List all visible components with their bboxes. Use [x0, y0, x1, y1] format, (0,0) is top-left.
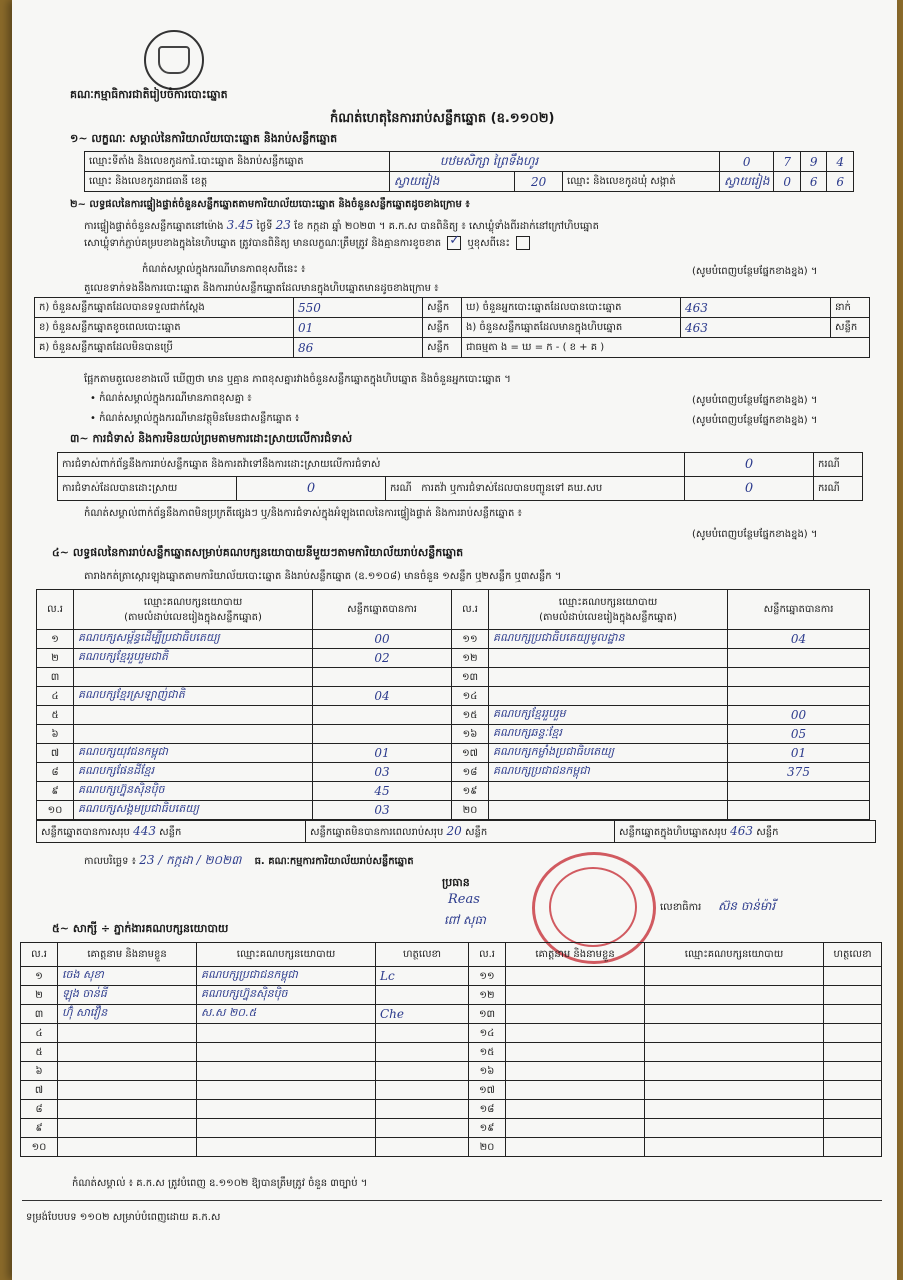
total-valid-cell [37, 821, 306, 843]
objection-r1-unit: ករណី [814, 453, 863, 477]
witness-party [645, 1024, 824, 1043]
witness-no: ១ [21, 967, 58, 986]
total-box-label: សន្លឹកឆ្នោតក្នុងហិបឆ្នោតសរុប [619, 826, 727, 838]
province-name: ស្វាយរៀង [389, 172, 514, 192]
witness-signature [824, 1062, 882, 1081]
result-votes: 00 [728, 706, 870, 725]
witness-name [58, 1138, 197, 1157]
fig-a-value: 550 [294, 298, 423, 318]
fig-c-label: គ) ចំនួនសន្លឹកឆ្នោតដែលមិនបានប្រើ [35, 338, 294, 358]
witness-name [58, 1024, 197, 1043]
results-col-party-r [489, 590, 728, 630]
total-valid-value: 443 [133, 823, 156, 838]
witness-no: ២០ [469, 1138, 506, 1157]
results-col-no-r: ល.រ [452, 590, 489, 630]
table-row [21, 1100, 882, 1119]
result-party: គណបក្សកម្លាំងប្រជាធិបតេយ្យ [489, 744, 728, 763]
witness-party [197, 1024, 376, 1043]
witness-no: ៩ [21, 1119, 58, 1138]
witness-table [20, 942, 882, 1157]
result-votes: 04 [728, 630, 870, 649]
result-votes [728, 649, 870, 668]
witness-party [645, 1062, 824, 1081]
result-party: គណបក្សហ្វ៊ុនស៊ិនប៉ិច [74, 782, 313, 801]
witness-signature [824, 1005, 882, 1024]
result-party [74, 725, 313, 744]
fig-c-value: 86 [294, 338, 423, 358]
result-no: ៦ [37, 725, 74, 744]
note1: កំណត់សម្គាល់ក្នុងករណីមានភាពខុសពីនេះ ៖ [142, 264, 306, 275]
objection-r1-value: 0 [685, 453, 814, 477]
witness-signature [376, 1081, 469, 1100]
secretary-label: លេខាធិការ [660, 902, 702, 913]
witness-no: ៤ [21, 1024, 58, 1043]
result-party: គណបក្សឆន្ទៈខ្មែរ [489, 725, 728, 744]
witness-no: ៥ [21, 1043, 58, 1062]
results-table [36, 589, 870, 820]
result-party: គណបក្សខ្មែររួបរួម [489, 706, 728, 725]
table-row [37, 706, 870, 725]
commune-name: ស្វាយរៀង [720, 172, 774, 192]
witness-signature [376, 1138, 469, 1157]
station-code-2: 7 [774, 152, 800, 172]
verify-text-b: ថ្ងៃទី [256, 221, 273, 232]
fig-b-unit: សន្លឹក [423, 318, 462, 338]
witness-party [197, 1043, 376, 1062]
witness-name [506, 1062, 645, 1081]
witness-name [506, 1119, 645, 1138]
fig-e-label: ង) ចំនួនសន្លឹកឆ្នោតដែលមានក្នុងហិបឆ្នោត [462, 318, 681, 338]
match-line: ផ្អែកតាមតួលេខខាងលើ ឃើញថា មាន ឬគ្មាន ភាពខុសគ្នារវាងចំនួនសន្លឹកឆ្នោតក្នុងហិបឆ្នោត និងចំនួនអ្នកបោះឆ្នោត ។ [84, 374, 511, 385]
witness-signature [376, 1100, 469, 1119]
result-no: ១៩ [452, 782, 489, 801]
section3-heading: ៣~ ការជំទាស់ និងការមិនយល់ព្រមតាមការដោះស្រាយលើការជំទាស់ [70, 432, 353, 445]
table-row [21, 1024, 882, 1043]
objection-table [57, 452, 863, 501]
witness-no: ២ [21, 986, 58, 1005]
result-votes: 05 [728, 725, 870, 744]
result-votes [728, 687, 870, 706]
fig-formula: ជាធម្មតា ង = ឃ = ក - ( ខ + គ ) [462, 338, 870, 358]
witness-col-no-r: ល.រ [469, 943, 506, 967]
witness-no: ១៧ [469, 1081, 506, 1100]
results-col-votes-r: សន្លឹកឆ្នោតបានការ [728, 590, 870, 630]
date-label: កាលបរិច្ឆេទ ៖ [84, 856, 137, 867]
witness-signature [824, 1119, 882, 1138]
objection-r2a-unit: ករណី [390, 483, 412, 494]
result-party: គណបក្សខ្មែរស្រឡាញ់ជាតិ [74, 687, 313, 706]
footer-note: កំណត់សម្គាល់ ៖ គ.ក.ស ត្រូវបំពេញ ឧ.១១០២ ឱ្យបានត្រឹមត្រូវ ចំនួន ៣ច្បាប់ ។ [72, 1178, 368, 1189]
witness-col-name: គោត្តនាម និងនាមខ្លួន [58, 943, 197, 967]
nec-emblem-icon [144, 30, 204, 90]
witness-party: គណបក្សហ្វ៊ុនស៊ិនប៉ិច [197, 986, 376, 1005]
result-party: គណបក្សយុវជនកម្ពុជា [74, 744, 313, 763]
witness-signature [376, 1062, 469, 1081]
province-label: ឈ្មោះ និងលេខកូដរាជធានី ខេត្ត [85, 172, 390, 192]
witness-party [197, 1062, 376, 1081]
chair-signature: Reas [448, 892, 480, 907]
form-code: ទម្រង់បែបបទ ១១០២ សម្រាប់បំពេញដោយ គ.ក.ស [26, 1212, 221, 1223]
witness-name [506, 986, 645, 1005]
witness-name: ចេង សុខា [58, 967, 197, 986]
total-valid-label: សន្លឹកឆ្នោតបានការសរុប [41, 826, 130, 838]
witness-signature [824, 967, 882, 986]
commune-code-1: 0 [774, 172, 800, 192]
witness-name [506, 1043, 645, 1062]
result-party: គណបក្សខ្មែររួបរួមជាតិ [74, 649, 313, 668]
witness-signature [824, 1043, 882, 1062]
witness-party [645, 1005, 824, 1024]
witness-name [58, 1062, 197, 1081]
results-col-party-title: ឈ្មោះគណបក្សនយោបាយ [143, 596, 243, 608]
chair-name: ពៅ សុធា [444, 913, 486, 927]
result-votes [313, 668, 452, 687]
result-no: ៨ [37, 763, 74, 782]
witness-name: ឡុង ចាន់ធី [58, 986, 197, 1005]
no-checkbox[interactable] [516, 236, 530, 250]
witness-no: ១២ [469, 986, 506, 1005]
witness-no: ៦ [21, 1062, 58, 1081]
results-col-party [74, 590, 313, 630]
fig-b-label: ខ) ចំនួនសន្លឹកឆ្នោតខូចពេលបោះឆ្នោត [35, 318, 294, 338]
total-box-unit: សន្លឹក [756, 826, 779, 838]
witness-name [506, 1100, 645, 1119]
witness-signature [376, 1043, 469, 1062]
witness-name [58, 1119, 197, 1138]
result-no: ១២ [452, 649, 489, 668]
result-no: ៩ [37, 782, 74, 801]
table-row [37, 630, 870, 649]
total-box-value: 463 [730, 823, 754, 838]
witness-party: គណបក្សប្រជាជនកម្ពុជា [197, 967, 376, 986]
secretary-name: ស៊ន ចាន់ម៉ារី [718, 899, 776, 913]
witness-party [197, 1100, 376, 1119]
province-code: 20 [515, 172, 563, 192]
result-votes [728, 801, 870, 820]
table-row [37, 801, 870, 820]
fig-a-label: ក) ចំនួនសន្លឹកឆ្នោតដែលបានទទួលជាក់ស្តែង [35, 298, 294, 318]
section4-heading: ៤~ លទ្ធផលនៃការរាប់សន្លឹកឆ្នោតសម្រាប់គណបក្សនយោបាយនីមួយៗតាមការិយាល័យរាប់សន្លឹកឆ្នោត [52, 546, 464, 559]
result-party: គណបក្សសង្គមប្រជាធិបតេយ្យ [74, 801, 313, 820]
witness-no: ១៩ [469, 1119, 506, 1138]
witness-party [645, 986, 824, 1005]
commune-label: ឈ្មោះ និងលេខកូដឃុំ សង្កាត់ [563, 172, 720, 192]
witness-name [506, 1081, 645, 1100]
result-no: ១៧ [452, 744, 489, 763]
result-votes: 03 [313, 801, 452, 820]
objection-r1-label: ការជំទាស់ពាក់ព័ន្ធនឹងការរាប់សន្លឹកឆ្នោត និងការតវ៉ាទៅនឹងការដោះស្រាយលើការជំទាស់ [58, 453, 685, 477]
result-party: គណបក្សប្រជាជនកម្ពុជា [489, 763, 728, 782]
witness-signature [376, 986, 469, 1005]
witness-party [645, 1138, 824, 1157]
witness-party [645, 1119, 824, 1138]
table-row [21, 1119, 882, 1138]
result-no: ៤ [37, 687, 74, 706]
table-row [21, 1005, 882, 1024]
fig-e-unit: សន្លឹក [831, 318, 870, 338]
result-no: ១ [37, 630, 74, 649]
witness-name [506, 1138, 645, 1157]
objection-r2b-text: ការតវ៉ា ឬការជំទាស់ដែលបានបញ្ជូនទៅ គឃ.សប [421, 483, 603, 494]
note1-fill: (សូមបំពេញបន្ថែមផ្នែកខាងខ្នង) ។ [692, 266, 818, 277]
station-code-3: 9 [800, 152, 826, 172]
objection-r2b-unit: ករណី [814, 477, 863, 501]
total-valid-unit: សន្លឹក [159, 826, 182, 838]
witness-signature [376, 1024, 469, 1043]
no-label: ឬខុសពីនេះ [467, 238, 510, 249]
result-party [489, 801, 728, 820]
result-votes: 04 [313, 687, 452, 706]
witness-no: ៧ [21, 1081, 58, 1100]
witness-party [645, 1043, 824, 1062]
result-no: ១៨ [452, 763, 489, 782]
witness-party [645, 1100, 824, 1119]
section5-heading: ៥~ សាក្សី ÷ ភ្នាក់ងារគណបក្សនយោបាយ [52, 922, 229, 935]
figures-intro: តួលេខទាក់ទងនឹងការបោះឆ្នោត និងការរាប់សន្លឹកឆ្នោតដែលមានក្នុងហិបឆ្នោតមានដូចខាងក្រោម ៖ [84, 283, 439, 294]
result-no: ១០ [37, 801, 74, 820]
result-party: គណបក្សសម្ព័ន្ធដើម្បីប្រជាធិបតេយ្យ [74, 630, 313, 649]
total-invalid-cell [306, 821, 615, 843]
fig-a-unit: សន្លឹក [423, 298, 462, 318]
witness-party [197, 1119, 376, 1138]
section4-sub: តារាងកត់ត្រាស្កោរឡុងឆ្នោតតាមការិយាល័យបោះឆ្នោត និងរាប់សន្លឹកឆ្នោត (ឧ.១១០៨) មានចំនួន ១សន្លឹក ឬ២សន្លឹក ឬ៣សន្លឹក ។ [84, 571, 562, 582]
footer-divider [22, 1200, 882, 1201]
results-col-party-sub-r: (តាមលំដាប់លេខរៀងក្នុងសន្លឹកឆ្នោត) [539, 611, 677, 623]
witness-no: ១១ [469, 967, 506, 986]
table-row [37, 763, 870, 782]
station-code-4: 4 [827, 152, 854, 172]
result-votes [728, 782, 870, 801]
objection-r2a-label: ការជំទាស់ដែលបានដោះស្រាយ [58, 477, 237, 501]
witness-signature [376, 1119, 469, 1138]
table-row [21, 1081, 882, 1100]
verify-text-d: សោឃ្លុំទាក់ភ្ជាប់គម្របខាងក្នុងនៃហិបឆ្នោត ត្រូវបានពិនិត្យ មានលក្ខណៈត្រឹមត្រូវ និងគ្មានការខូចខាត [84, 238, 442, 249]
result-party [489, 649, 728, 668]
objection-r2b-value: 0 [685, 477, 814, 501]
witness-no: ១០ [21, 1138, 58, 1157]
fig-e-value: 463 [681, 318, 831, 338]
result-no: ១៣ [452, 668, 489, 687]
result-party [489, 668, 728, 687]
total-invalid-label: សន្លឹកឆ្នោតមិនបានការពេលរាប់សរុប [310, 826, 444, 838]
witness-signature [824, 986, 882, 1005]
fig-d-unit: នាក់ [831, 298, 870, 318]
chair-label: ប្រធាន [442, 876, 470, 889]
result-no: ៧ [37, 744, 74, 763]
table-row [21, 986, 882, 1005]
station-code-1: 0 [720, 152, 774, 172]
witness-no: ៣ [21, 1005, 58, 1024]
table-row [37, 725, 870, 744]
witness-name [506, 1024, 645, 1043]
bullet-diff-fill: (សូមបំពេញបន្ថែមផ្នែកខាងខ្នង) ។ [692, 395, 818, 406]
total-box-cell [615, 821, 876, 843]
station-name: បឋមសិក្សា ព្រៃទឹងហូរ [389, 152, 719, 172]
verify-time: 3.45 [226, 218, 254, 232]
station-label: ឈ្មោះទីតាំង និងលេខកូដការិ.បោះឆ្នោត និងរាប់សន្លឹកឆ្នោត [85, 152, 390, 172]
result-votes [728, 668, 870, 687]
result-votes: 01 [728, 744, 870, 763]
witness-signature: Lc [376, 967, 469, 986]
result-votes [313, 706, 452, 725]
witness-no: ១៨ [469, 1100, 506, 1119]
witness-party [197, 1081, 376, 1100]
result-no: ៥ [37, 706, 74, 725]
result-party: គណបក្សផែនដីខ្មែរ [74, 763, 313, 782]
witness-name: ហ៊ុំ សាវឿន [58, 1005, 197, 1024]
results-col-no: ល.រ [37, 590, 74, 630]
result-votes: 03 [313, 763, 452, 782]
result-party [489, 687, 728, 706]
bullet-objects-fill: (សូមបំពេញបន្ថែមផ្នែកខាងខ្នង) ។ [692, 415, 818, 426]
witness-name [58, 1081, 197, 1100]
table-row [37, 744, 870, 763]
table-row [37, 668, 870, 687]
committee-label: ធ. គណៈកម្មការការិយាល័យរាប់សន្លឹកឆ្នោត [254, 856, 414, 867]
result-party [74, 706, 313, 725]
result-no: ១៤ [452, 687, 489, 706]
result-votes: 01 [313, 744, 452, 763]
witness-col-sign: ហត្ថលេខា [376, 943, 469, 967]
result-votes: 375 [728, 763, 870, 782]
result-votes: 45 [313, 782, 452, 801]
date-line [84, 852, 414, 870]
table-row [37, 687, 870, 706]
witness-party: ស.ស ២០.៥ [197, 1005, 376, 1024]
form-title: កំណត់ហេតុនៃការរាប់សន្លឹកឆ្នោត (ឧ.១១០២) [330, 111, 555, 126]
objection-r2b-label [386, 477, 685, 501]
bullet-diff: • កំណត់សម្គាល់ក្នុងករណីមានភាពខុសគ្នា ៖ [90, 393, 252, 404]
witness-no: ១៦ [469, 1062, 506, 1081]
objection-note: កំណត់សម្គាល់ពាក់ព័ន្ធនឹងភាពមិនប្រក្រតីផ្សេងៗ ឬ/និងការជំទាស់ក្នុងអំឡុងពេលនៃការផ្ទៀងផ្ទាត់ និងការរាប់សន្លឹកឆ្នោត ៖ [84, 508, 522, 519]
verify-line2 [84, 236, 533, 251]
result-no: ២០ [452, 801, 489, 820]
result-no: ១៦ [452, 725, 489, 744]
witness-party [645, 1081, 824, 1100]
witness-name [58, 1100, 197, 1119]
result-party [74, 668, 313, 687]
results-col-party-sub: (តាមលំដាប់លេខរៀងក្នុងសន្លឹកឆ្នោត) [124, 611, 262, 623]
fig-b-value: 01 [294, 318, 423, 338]
witness-party [197, 1138, 376, 1157]
results-col-votes: សន្លឹកឆ្នោតបានការ [313, 590, 452, 630]
witness-no: ១៣ [469, 1005, 506, 1024]
results-col-party-title-r: ឈ្មោះគណបក្សនយោបាយ [558, 596, 658, 608]
totals-table [36, 820, 876, 843]
yes-checkbox[interactable] [447, 236, 461, 250]
total-invalid-value: 20 [446, 823, 462, 838]
witness-col-party-r: ឈ្មោះគណបក្សនយោបាយ [645, 943, 824, 967]
commune-code-3: 6 [827, 172, 854, 192]
section2-heading: ២~ លទ្ធផលនៃការផ្ទៀងផ្ទាត់ចំនួនសន្លឹកឆ្នោតតាមការិយាល័យបោះឆ្នោត និងចំនួនសន្លឹកឆ្នោតដូចខាងក្រោម ៖ [70, 199, 470, 210]
verify-text-c: ខែ កក្កដា ឆ្នាំ ២០២៣ ។ គ.ក.ស បានពិនិត្យ ៖ សោឃ្លុំទាំងពីរដាក់នៅក្រៅហិបឆ្នោត [294, 221, 599, 232]
witness-name [506, 1005, 645, 1024]
witness-no: ១៤ [469, 1024, 506, 1043]
verify-day: 23 [275, 218, 291, 232]
committee-name: គណៈកម្មាធិការជាតិរៀបចំការបោះឆ្នោត [70, 88, 228, 101]
table-row [37, 782, 870, 801]
witness-name [506, 967, 645, 986]
table-row [21, 967, 882, 986]
witness-body [21, 967, 882, 1157]
verify-text-a: ការផ្ទៀងផ្ទាត់ចំនួនសន្លឹកឆ្នោតនៅម៉ោង [84, 221, 224, 232]
results-body [37, 630, 870, 820]
fig-d-label: ឃ) ចំនួនអ្នកបោះឆ្នោតដែលបានបោះឆ្នោត [462, 298, 681, 318]
commune-code-2: 6 [800, 172, 826, 192]
witness-col-party: ឈ្មោះគណបក្សនយោបាយ [197, 943, 376, 967]
table-row [21, 1043, 882, 1062]
witness-name [58, 1043, 197, 1062]
result-no: ១៥ [452, 706, 489, 725]
bullet-objects: • កំណត់សម្គាល់ក្នុងករណីមានវត្ថុមិនមែនជាសន្លឹកឆ្នោត ៖ [90, 413, 300, 424]
result-votes [313, 725, 452, 744]
witness-signature [824, 1138, 882, 1157]
witness-col-sign-r: ហត្ថលេខា [824, 943, 882, 967]
section1-heading: ១~ លក្ខណៈ សម្គាល់នៃការិយាល័យបោះឆ្នោត និងរាប់សន្លឹកឆ្នោត [70, 132, 338, 145]
result-no: ៣ [37, 668, 74, 687]
witness-party [645, 967, 824, 986]
result-votes: 00 [313, 630, 452, 649]
result-votes: 02 [313, 649, 452, 668]
witness-col-no: ល.រ [21, 943, 58, 967]
table-row [21, 1138, 882, 1157]
total-invalid-unit: សន្លឹក [464, 826, 488, 838]
objection-fill: (សូមបំពេញបន្ថែមផ្នែកខាងខ្នង) ។ [692, 529, 818, 540]
witness-signature: Che [376, 1005, 469, 1024]
date-value: 23 / កក្កដា / ២០២៣ [139, 853, 242, 867]
result-party: គណបក្សប្រជាធិបតេយ្យមូលដ្ឋាន [489, 630, 728, 649]
result-no: ១១ [452, 630, 489, 649]
witness-no: ៨ [21, 1100, 58, 1119]
station-table [84, 151, 854, 192]
witness-signature [824, 1024, 882, 1043]
verify-line1 [84, 218, 884, 234]
objection-r2a-value: 0 [237, 477, 386, 501]
ballot-figures-table [34, 297, 870, 358]
witness-col-name-r: គោត្តនាម និងនាមខ្លួន [506, 943, 645, 967]
witness-no: ១៥ [469, 1043, 506, 1062]
fig-c-unit: សន្លឹក [423, 338, 462, 358]
witness-signature [824, 1081, 882, 1100]
result-party [489, 782, 728, 801]
form-paper [12, 0, 897, 1280]
witness-signature [824, 1100, 882, 1119]
fig-d-value: 463 [681, 298, 831, 318]
table-row [37, 649, 870, 668]
result-no: ២ [37, 649, 74, 668]
table-row [21, 1062, 882, 1081]
